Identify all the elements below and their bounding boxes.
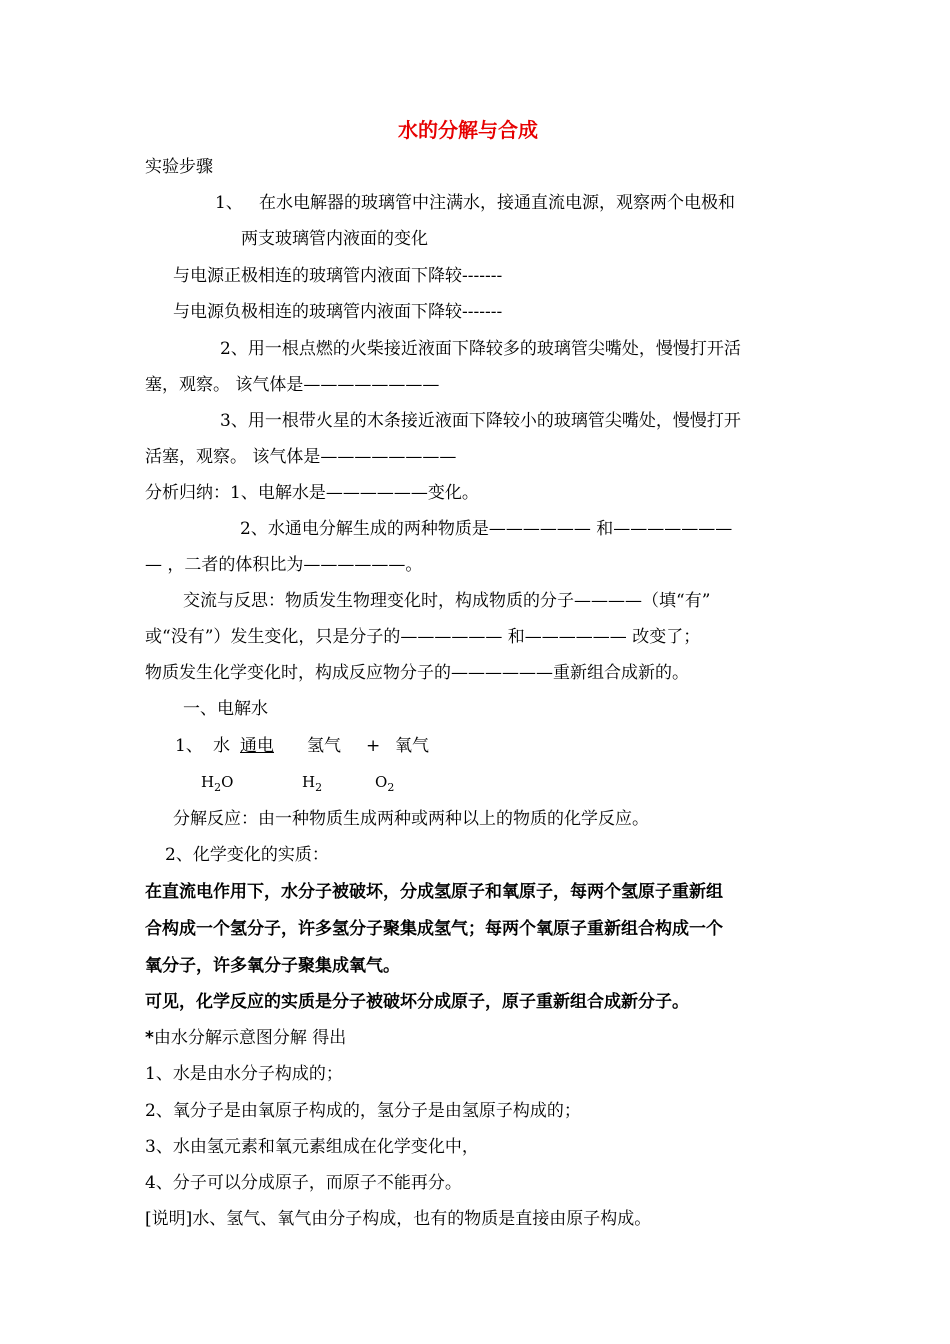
conclusion-1: 1、水是由水分子构成的；	[145, 1064, 343, 1084]
analysis-line-2a: 2、水通电分解生成的两种物质是—————— 和———————	[240, 519, 733, 539]
step3-text-a: 3、用一根带火星的木条接近液面下降较小的玻璃管尖嘴处，慢慢打开	[220, 411, 741, 431]
equation-plus: +	[366, 736, 381, 756]
equation-oxygen: 氧气	[395, 736, 429, 756]
conclusion-4: 4、分子可以分成原子，而原子不能再分。	[145, 1173, 462, 1193]
formula-o2: $O_2$	[375, 773, 395, 794]
conclusion-3: 3、水由氢元素和氧元素组成在化学变化中，	[145, 1137, 479, 1157]
formula-h2o: $H_2O$	[201, 773, 234, 794]
analysis-line-2b: — ，二者的体积比为——————。	[145, 555, 423, 575]
bold-line-3: 氧分子，许多氧分子聚集成氧气。	[145, 956, 400, 976]
step1-text-a: 在水电解器的玻璃管中注满水，接通直流电源，观察两个电极和	[259, 193, 735, 213]
essence-heading: 2、化学变化的实质：	[165, 845, 329, 865]
reflection-line-c: 物质发生化学变化时，构成反应物分子的——————重新组合成新的。	[145, 663, 689, 683]
page-title: 水的分解与合成	[398, 118, 538, 142]
bold-line-4: 可见，化学反应的实质是分子被破坏分成原子，原子重新组合成新分子。	[145, 992, 689, 1012]
negative-electrode-line: 与电源负极相连的玻璃管内液面下降较-------	[173, 302, 503, 322]
equation-number: 1、	[175, 736, 203, 756]
analysis-line-1: 分析归纳：1、电解水是——————变化。	[145, 483, 479, 503]
equation-water: 水	[213, 736, 230, 756]
step3-text-b: 活塞，观察。 该气体是————————	[145, 447, 457, 467]
bold-line-1: 在直流电作用下，水分子被破坏，分成氢原子和氧原子，每两个氢原子重新组	[145, 882, 723, 902]
section-steps: 实验步骤	[145, 157, 213, 177]
step2-text-a: 2、用一根点燃的火柴接近液面下降较多的玻璃管尖嘴处，慢慢打开活	[220, 339, 741, 359]
equation-hydrogen: 氢气	[307, 736, 341, 756]
reflection-line-b: 或“没有”）发生变化，只是分子的—————— 和—————— 改变了；	[145, 627, 701, 647]
part-one-heading: 一、电解水	[183, 699, 268, 719]
step2-text-b: 塞，观察。 该气体是————————	[145, 375, 440, 395]
note-line: [说明]水、氢气、氧气由分子构成，也有的物质是直接由原子构成。	[145, 1209, 652, 1229]
reflection-line-a: 交流与反思：物质发生物理变化时，构成物质的分子————（填“有”	[183, 591, 711, 611]
decomposition-definition: 分解反应：由一种物质生成两种或两种以上的物质的化学反应。	[173, 809, 649, 829]
step1-number: 1、	[215, 193, 243, 213]
diagram-conclusion-heading: *由水分解示意图分解 得出	[145, 1028, 347, 1048]
step1-text-b: 两支玻璃管内液面的变化	[241, 229, 428, 249]
conclusion-2: 2、氧分子是由氧原子构成的，氢分子是由氢原子构成的；	[145, 1101, 581, 1121]
formula-h2: $H_2$	[302, 773, 323, 794]
positive-electrode-line: 与电源正极相连的玻璃管内液面下降较-------	[173, 266, 503, 286]
bold-line-2: 合构成一个氢分子，许多氢分子聚集成氢气；每两个氧原子重新组合构成一个	[145, 919, 723, 939]
equation-condition: 通电	[240, 736, 274, 756]
